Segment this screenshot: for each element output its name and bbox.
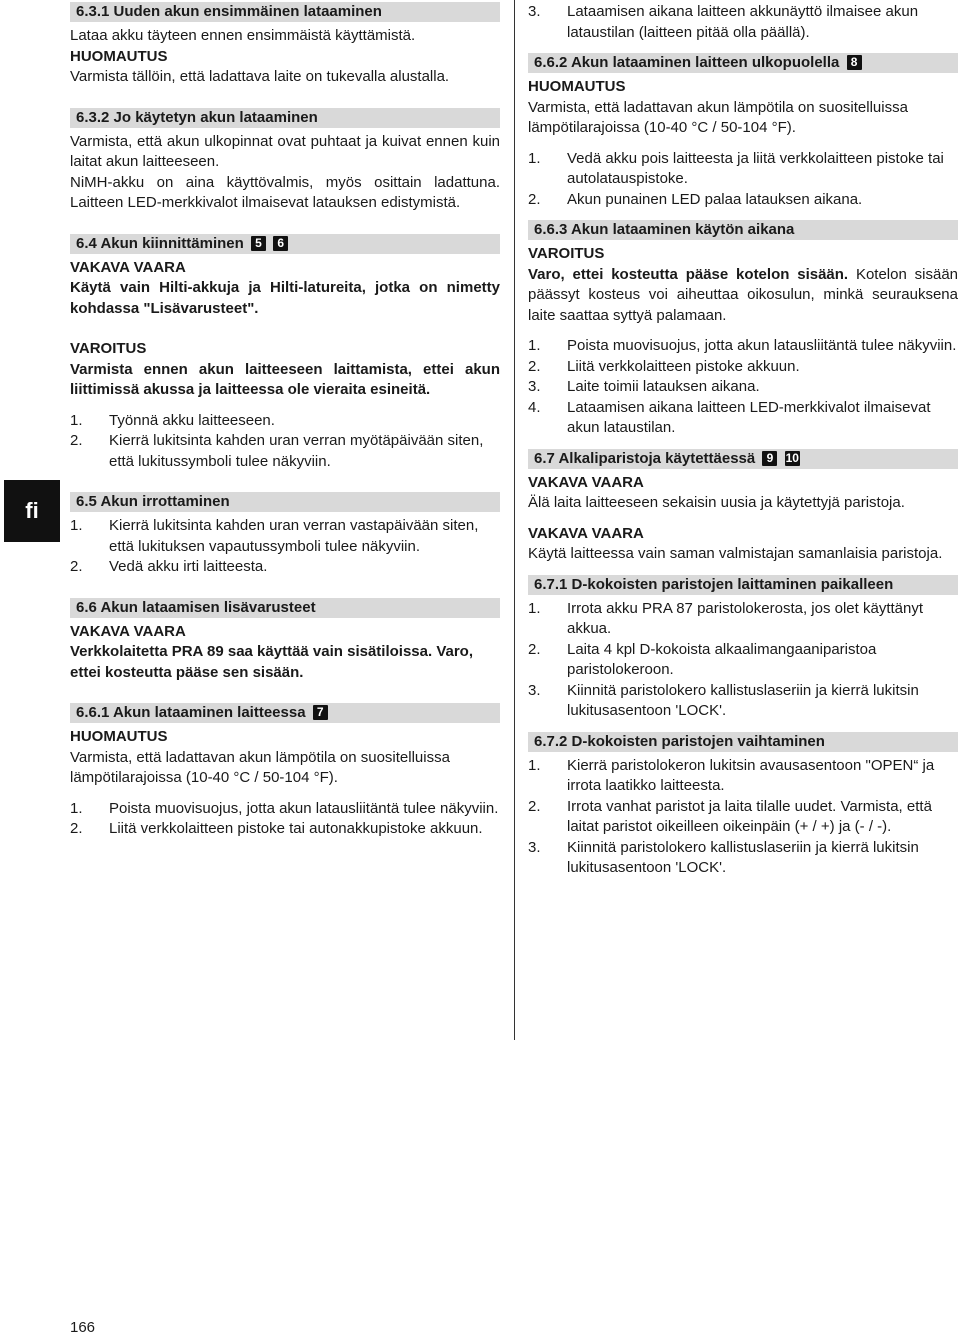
danger-label: VAKAVA VAARA	[528, 524, 644, 542]
heading-text: 6.4 Akun kiinnittäminen	[76, 234, 244, 252]
steps-list	[70, 411, 500, 473]
step-text: Laite toimii latauksen aikana.	[567, 378, 760, 395]
steps-list	[528, 599, 958, 722]
step-number: 2.	[70, 820, 83, 837]
section-heading-6-5: 6.5 Akun irrottaminen	[70, 492, 500, 512]
step-text: Liitä verkkolaitteen pistoke akkuun.	[567, 357, 800, 375]
list-item	[528, 377, 958, 398]
step-number: 2.	[528, 357, 541, 375]
section-heading-6-6-2	[528, 53, 958, 73]
section-heading-6-3-2: 6.3.2 Jo käytetyn akun lataaminen	[70, 108, 500, 128]
list-item	[528, 398, 958, 439]
warning-label: VAROITUS	[70, 340, 147, 357]
step-number: 1.	[528, 149, 541, 167]
step-number: 3.	[528, 681, 541, 699]
figure-ref-badge: 9	[762, 451, 777, 466]
step-number: 2.	[70, 558, 83, 575]
step-number: 1.	[528, 599, 541, 617]
paragraph: Varmista, että ladattavan akun lämpötila on suositelluissa lämpötilarajoissa (10-40 °C / 50-104 °F).	[528, 98, 908, 136]
step-number: 1.	[70, 411, 83, 429]
section-heading-6-4	[70, 234, 500, 254]
steps-list	[528, 2, 958, 43]
step-text: Vedä akku irti laitteesta.	[109, 558, 268, 575]
step-number: 3.	[528, 838, 541, 856]
heading-text: 6.7 Alkaliparistoja käytettäessä	[534, 449, 756, 467]
step-number: 1.	[528, 756, 541, 774]
step-number: 1.	[528, 337, 541, 354]
list-item	[70, 557, 500, 578]
warning-text	[528, 265, 958, 327]
step-text: Kierrä paristolokeron lukitsin avausasentoon "OPEN“ ja irrota laatikko laitteesta.	[567, 756, 935, 794]
list-item	[528, 149, 958, 190]
section-heading-6-7-2: 6.7.2 D-kokoisten paristojen vaihtaminen	[528, 732, 958, 752]
danger-text: Käytä vain Hilti-akkuja ja Hilti-latureita, jotka on nimetty kohdassa "Lisävarusteet".	[70, 279, 500, 317]
figure-ref-badge: 7	[313, 705, 328, 720]
list-item	[70, 799, 500, 820]
steps-list	[528, 149, 958, 211]
step-number: 2.	[70, 432, 83, 449]
step-text: Laita 4 kpl D-kokoista alkaalimangaaniparistoa paristolokeroon.	[567, 640, 877, 678]
step-number: 2.	[528, 797, 541, 815]
section-heading-6-3-1: 6.3.1 Uuden akun ensimmäinen lataaminen	[70, 2, 500, 22]
step-number: 1.	[70, 517, 83, 534]
step-text: Liitä verkkolaitteen pistoke tai autonakkupistoke akkuun.	[109, 820, 483, 837]
paragraph: Lataa akku täyteen ennen ensimmäistä käyttämistä.	[70, 27, 416, 44]
danger-label: VAKAVA VAARA	[528, 473, 644, 491]
step-text: Lataamisen aikana laitteen akkunäyttö ilmaisee akun lataustilan (laitteen pitää olla päällä).	[567, 3, 919, 41]
heading-text: 6.6.2 Akun lataaminen laitteen ulkopuolella	[534, 54, 840, 71]
steps-list	[528, 756, 958, 879]
right-column	[528, 2, 958, 879]
list-item	[528, 599, 958, 640]
steps-list	[70, 799, 500, 840]
section-heading-6-6-3: 6.6.3 Akun lataaminen käytön aikana	[528, 220, 958, 240]
section-heading-6-7-1: 6.7.1 D-kokoisten paristojen laittaminen paikalleen	[528, 575, 958, 595]
step-number: 4.	[528, 398, 541, 416]
step-text: Lataamisen aikana laitteen LED-merkkivalot ilmaisevat akun lataustilan.	[567, 398, 931, 436]
step-number: 3.	[528, 378, 541, 395]
warning-text: Varmista ennen akun laitteeseen laittamista, ettei akun liittimissä akussa ja laitteessa ole vieraita esineitä.	[70, 360, 500, 398]
list-item	[528, 797, 958, 838]
language-tab: fi	[4, 480, 60, 542]
section-heading-6-6: 6.6 Akun lataamisen lisävarusteet	[70, 598, 500, 618]
step-number: 2.	[528, 190, 541, 208]
notice-label: HUOMAUTUS	[528, 78, 626, 95]
figure-ref-badge: 5	[251, 236, 266, 251]
list-item	[528, 756, 958, 797]
warning-bold-text: Varo, ettei kosteutta pääse kotelon sisään.	[528, 265, 849, 283]
danger-text: Verkkolaitetta PRA 89 saa käyttää vain sisätiloissa. Varo, ettei kosteutta pääse sen sisään.	[70, 643, 474, 681]
left-column	[70, 2, 500, 840]
steps-list	[70, 516, 500, 578]
step-text: Irrota akku PRA 87 paristolokerosta, jos olet käyttänyt akkua.	[567, 599, 924, 637]
list-item	[70, 411, 500, 432]
list-item	[70, 819, 500, 840]
paragraph: Varmista tällöin, että ladattava laite on tukevalla alustalla.	[70, 68, 450, 85]
list-item	[528, 640, 958, 681]
steps-list	[528, 336, 958, 439]
list-item	[528, 357, 958, 378]
list-item	[528, 190, 958, 211]
step-text: Akun punainen LED palaa latauksen aikana.	[567, 190, 863, 208]
step-text: Kierrä lukitsinta kahden uran verran myötäpäivään siten, että lukitussymboli tulee näkyviin.	[109, 432, 484, 470]
section-heading-6-7	[528, 449, 958, 469]
list-item	[528, 838, 958, 879]
step-text: Kiinnitä paristolokero kallistuslaseriin ja kierrä lukitsin lukitusasentoon 'LOCK'.	[567, 838, 919, 876]
step-number: 2.	[528, 640, 541, 658]
list-item	[528, 681, 958, 722]
notice-label: HUOMAUTUS	[70, 47, 168, 65]
list-item	[70, 431, 500, 472]
notice-label: HUOMAUTUS	[70, 728, 168, 745]
list-item	[528, 336, 958, 357]
danger-text: Älä laita laitteeseen sekaisin uusia ja käytettyjä paristoja.	[528, 494, 905, 511]
step-text: Kierrä lukitsinta kahden uran verran vastapäivään siten, että lukituksen vapautussymboli tulee näkyviin.	[109, 517, 479, 555]
section-heading-6-6-1	[70, 703, 500, 723]
heading-text: 6.6.1 Akun lataaminen laitteessa	[76, 704, 306, 721]
step-text: Kiinnitä paristolokero kallistuslaseriin ja kierrä lukitsin lukitusasentoon 'LOCK'.	[567, 681, 919, 719]
step-text: Poista muovisuojus, jotta akun latausliitäntä tulee näkyviin.	[567, 337, 957, 354]
danger-label: VAKAVA VAARA	[70, 622, 186, 640]
paragraph: Varmista, että ladattavan akun lämpötila on suositelluissa lämpötilarajoissa (10-40 °C / 50-104 °F).	[70, 748, 450, 786]
warning-label: VAROITUS	[528, 245, 605, 262]
figure-ref-badge: 6	[273, 236, 288, 251]
figure-ref-badge: 10	[785, 450, 799, 465]
step-text: Vedä akku pois laitteesta ja liitä verkkolaitteen pistoke tai autolatauspistoke.	[567, 149, 944, 187]
paragraph: NiMH-akku on aina käyttövalmis, myös osittain ladattuna. Laitteen LED-merkkivalot ilmaisevat latauksen edistymistä.	[70, 173, 500, 211]
danger-text: Käytä laitteessa vain saman valmistajan samanlaisia paristoja.	[528, 545, 943, 562]
warning-rest-text: Kotelon sisään päässyt kosteus voi aiheuttaa oikosulun, minkä seurauksena laite saattaa syttyä palamaan.	[528, 265, 959, 324]
list-item	[70, 516, 500, 557]
figure-ref-badge: 8	[847, 55, 862, 70]
step-text: Poista muovisuojus, jotta akun latausliitäntä tulee näkyviin.	[109, 799, 499, 817]
danger-label: VAKAVA VAARA	[70, 258, 186, 276]
paragraph: Varmista, että akun ulkopinnat ovat puhtaat ja kuivat ennen kuin laitat akun laitteeseen.	[70, 132, 500, 170]
column-divider	[514, 0, 515, 1040]
step-text: Irrota vanhat paristot ja laita tilalle uudet. Varmista, että laitat paristot oikeilleen oikeinpäin (+ / +) ja (- / -).	[567, 797, 932, 835]
step-text: Työnnä akku laitteeseen.	[109, 411, 275, 429]
page-number: 166	[70, 1319, 96, 1336]
list-item	[528, 2, 958, 43]
step-number: 3.	[528, 3, 541, 20]
step-number: 1.	[70, 799, 83, 817]
